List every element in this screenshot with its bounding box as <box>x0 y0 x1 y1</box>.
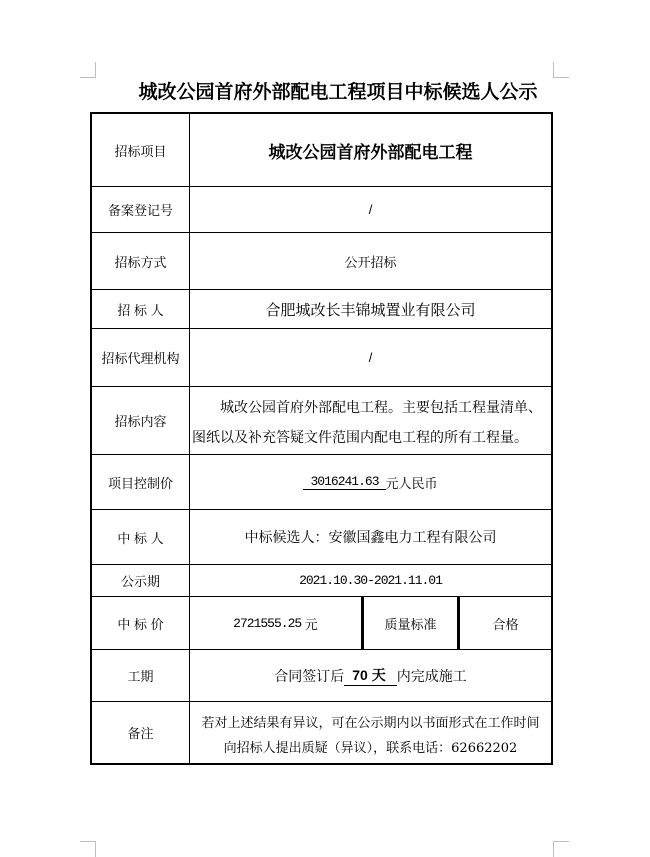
quality-standard-value: 合格 <box>458 597 551 649</box>
row-duration <box>92 649 551 701</box>
row-label: 备注 <box>92 702 190 763</box>
row-winning-bidder <box>92 509 551 564</box>
duration-suffix: 内完成施工 <box>396 667 467 684</box>
row-value: 2021.10.30-2021.11.01 <box>299 573 442 588</box>
row-label: 公示期 <box>92 565 190 596</box>
row-value: 若对上述结果有异议，可在公示期内以书面形式在工作时间向招标人提出质疑（异议），联系电话：62662202 <box>201 715 540 756</box>
row-label: 备案登记号 <box>92 187 190 232</box>
row-label: 招标内容 <box>92 387 190 454</box>
row-tender-agency <box>92 328 551 386</box>
duration-days: 70 天 <box>344 665 396 686</box>
winning-price-value: 2721555.25 元 <box>190 597 362 649</box>
control-price-number: 3016241.63 <box>303 474 385 490</box>
row-value: 公开招标 <box>344 254 397 270</box>
crop-mark-top-left <box>80 62 96 78</box>
row-label: 招标项目 <box>92 114 190 186</box>
row-tender-project <box>92 114 551 186</box>
row-remarks <box>92 701 551 763</box>
row-value: / <box>368 202 373 217</box>
row-label: 中 标 价 <box>92 597 190 649</box>
row-record-number <box>92 186 551 232</box>
control-price-unit: 元人民币 <box>385 475 438 491</box>
row-label: 中 标 人 <box>92 510 190 564</box>
row-value: / <box>368 350 373 365</box>
row-label: 招标方式 <box>92 233 190 289</box>
row-winning-price <box>92 596 551 649</box>
row-tender-content <box>92 386 551 454</box>
row-label: 招标代理机构 <box>92 329 190 386</box>
row-value: 城改公园首府外部配电工程 <box>268 142 473 162</box>
row-value: 合肥城改长丰锦城置业有限公司 <box>265 301 476 319</box>
document-title: 城改公园首府外部配电工程项目中标候选人公示 <box>138 82 538 103</box>
announcement-table <box>90 112 553 765</box>
row-control-price <box>92 454 551 509</box>
row-label: 工期 <box>92 650 190 701</box>
row-publicity-period <box>92 564 551 596</box>
row-tenderer <box>92 289 551 328</box>
quality-standard-label: 质量标准 <box>362 597 458 649</box>
row-label: 招 标 人 <box>92 290 190 328</box>
row-value: 中标候选人：安徽国鑫电力工程有限公司 <box>244 529 497 545</box>
crop-mark-top-right <box>553 62 569 78</box>
row-value: 城改公园首府外部配电工程。主要包括工程量清单、图纸以及补充答疑文件范围内配电工程的所有工程量。 <box>192 399 542 445</box>
row-label: 项目控制价 <box>92 455 190 509</box>
duration-prefix: 合同签订后 <box>274 667 345 684</box>
row-tender-method <box>92 232 551 289</box>
